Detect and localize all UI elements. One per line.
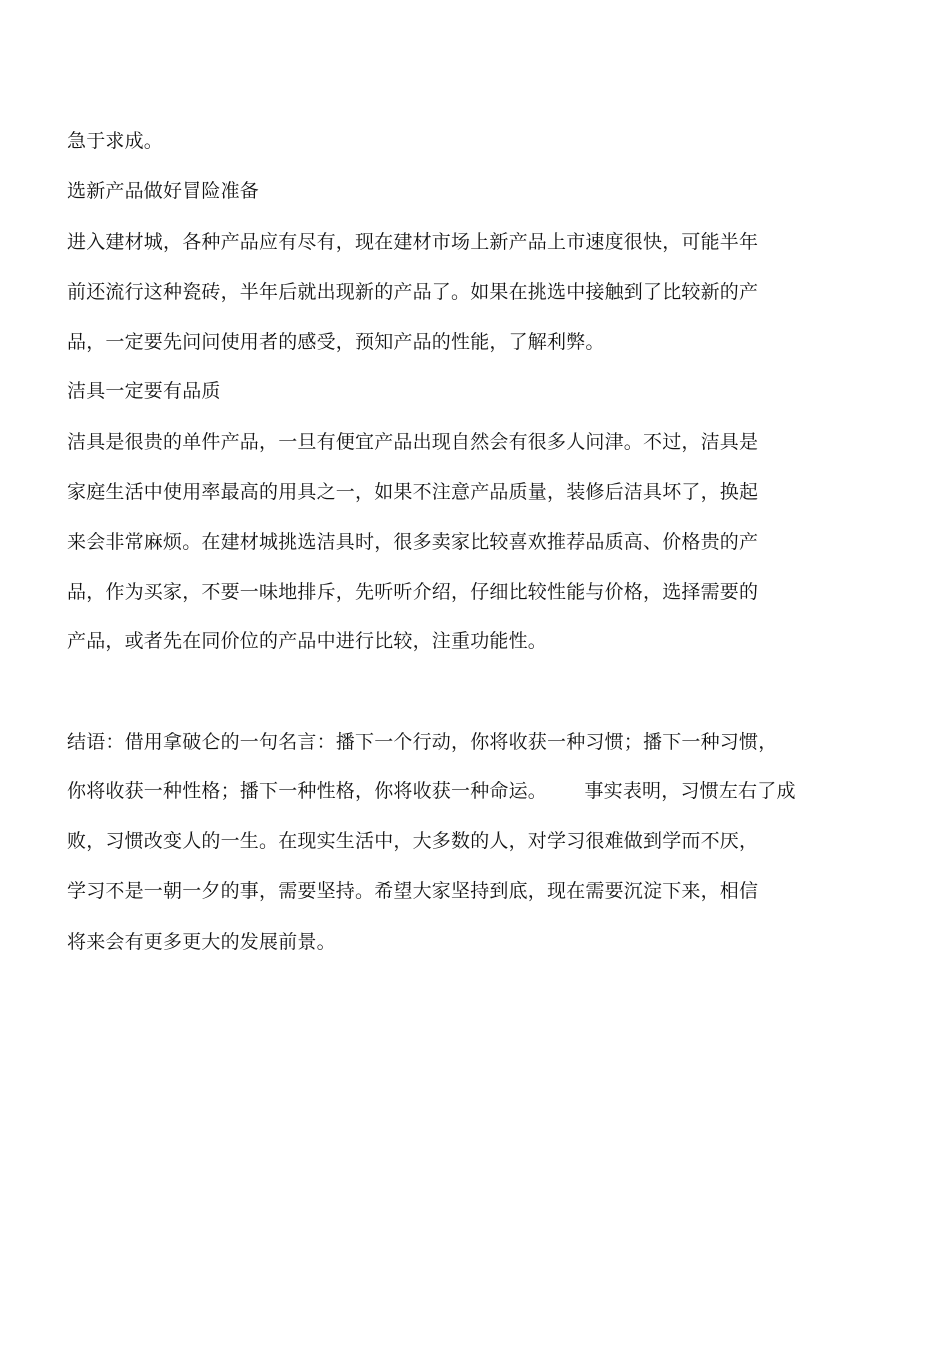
conclusion-line: 你将收获一种性格；播下一种性格，你将收获一种命运。 事实表明，习惯左右了成 <box>67 780 796 802</box>
paragraph-line: 洁具是很贵的单件产品，一旦有便宜产品出现自然会有很多人问津。不过，洁具是 <box>67 431 759 453</box>
conclusion-line: 将来会有更多更大的发展前景。 <box>67 931 336 953</box>
paragraph-line: 进入建材城，各种产品应有尽有，现在建材市场上新产品上市速度很快，可能半年 <box>67 231 759 253</box>
paragraph-line: 家庭生活中使用率最高的用具之一，如果不注意产品质量，装修后洁具坏了，换起 <box>67 481 759 503</box>
conclusion-line: 败，习惯改变人的一生。在现实生活中，大多数的人，对学习很难做到学而不厌， <box>67 830 759 852</box>
heading-sanitary-quality: 洁具一定要有品质 <box>67 380 221 402</box>
paragraph-line: 产品，或者先在同价位的产品中进行比较，注重功能性。 <box>67 630 548 652</box>
paragraph-line: 品，作为买家，不要一味地排斥，先听听介绍，仔细比较性能与价格，选择需要的 <box>67 581 759 603</box>
paragraph-line: 品，一定要先问问使用者的感受，预知产品的性能，了解利弊。 <box>67 331 605 353</box>
conclusion-line: 学习不是一朝一夕的事，需要坚持。希望大家坚持到底，现在需要沉淀下来，相信 <box>67 880 759 902</box>
heading-new-products: 选新产品做好冒险准备 <box>67 180 260 202</box>
paragraph-line: 前还流行这种瓷砖，半年后就出现新的产品了。如果在挑选中接触到了比较新的产 <box>67 281 759 303</box>
paragraph-line: 来会非常麻烦。在建材城挑选洁具时，很多卖家比较喜欢推荐品质高、价格贵的产 <box>67 531 759 553</box>
text-line-urgency: 急于求成。 <box>67 130 164 152</box>
conclusion-line: 结语：借用拿破仑的一句名言：播下一个行动，你将收获一种习惯；播下一种习惯， <box>67 731 778 753</box>
